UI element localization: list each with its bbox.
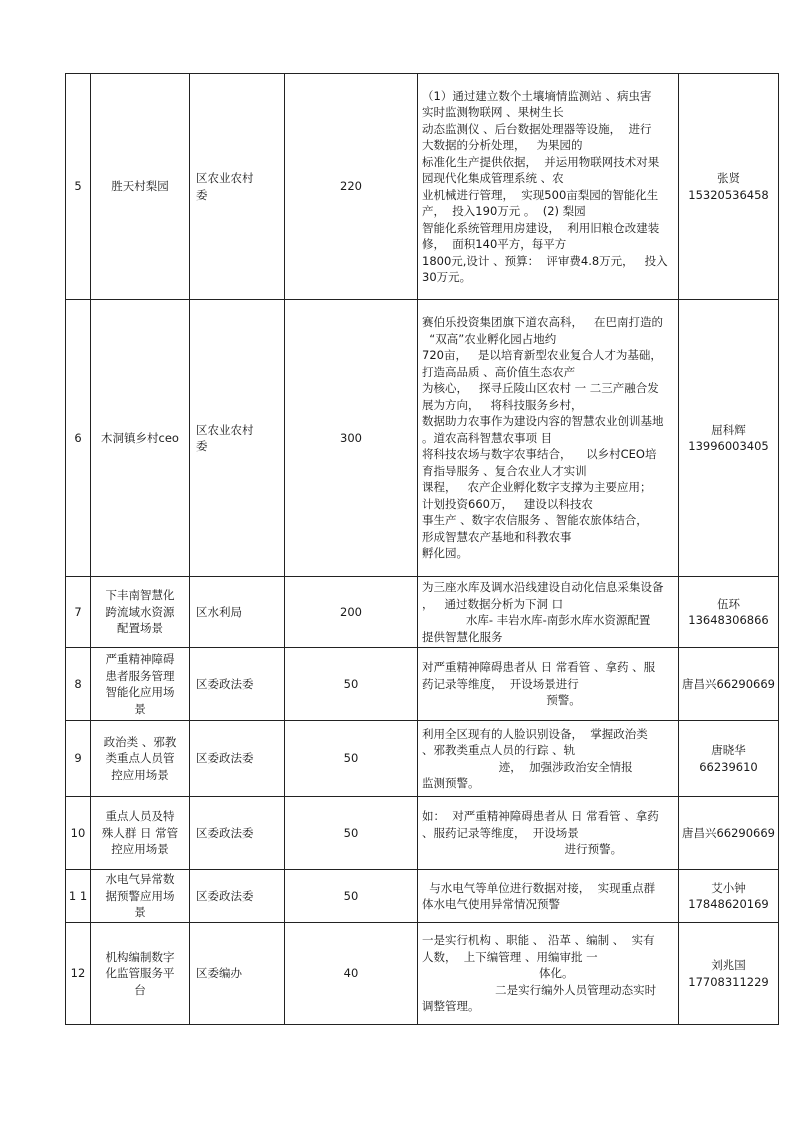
contact <box>679 648 779 721</box>
project-name-line: 政治类 、邪教 <box>103 734 177 749</box>
table-row <box>66 648 779 721</box>
description <box>418 577 679 648</box>
row-number: 8 <box>66 648 91 721</box>
row-number: 1 1 <box>66 870 91 923</box>
description-line: 育指导服务 、复合农业人才实训 <box>422 463 587 478</box>
project-name <box>91 870 190 923</box>
project-name-line: 跨流域水资源 <box>105 604 175 619</box>
description-line: 园现代化集成管理系统 、农 <box>422 171 564 185</box>
project-table <box>65 73 779 1025</box>
contact-line: 张贤 <box>717 171 740 185</box>
department-line: 区委政法委 <box>196 825 254 840</box>
contact <box>679 577 779 648</box>
project-name-line: 智能化应用场 <box>105 685 175 699</box>
department-line: 区委政法委 <box>196 888 254 903</box>
description-line: “双高”农业孵化园占地约 <box>422 331 557 346</box>
description-line: 30万元。 <box>422 270 472 284</box>
description-line: 产， 投入190万元 。 (2) 梨园 <box>422 204 586 218</box>
project-name <box>91 300 190 577</box>
description-line: （1）通过建立数个土壤墒情监测站 、病虫害 <box>422 88 652 103</box>
contact <box>679 870 779 923</box>
department-line: 区农业农村 <box>196 171 254 185</box>
description-line: 大数据的分析处理， 为果园的 <box>422 138 583 152</box>
description-line: 业机械进行管理， 实现500亩梨园的智能化生 <box>422 187 659 202</box>
description-line: 监测预警。 <box>422 776 480 790</box>
department-line: 区农业农村 <box>196 422 254 437</box>
description <box>418 797 679 870</box>
project-name-line: 木洞镇乡村ceo <box>101 430 179 445</box>
contact-line: 屈科辉 <box>711 422 746 437</box>
contact-line: 13648306866 <box>688 613 769 627</box>
description-line: 形成智慧农产基地和科教农事 <box>422 529 572 544</box>
contact <box>679 300 779 577</box>
table-body <box>66 74 779 1025</box>
description-line: 课程， 农产企业孵化数字支撑为主要应用； <box>422 480 652 495</box>
contact <box>679 721 779 797</box>
description-line: 展为方向， 将科技服务乡村， <box>422 397 583 412</box>
project-name <box>91 797 190 870</box>
department <box>190 648 285 721</box>
department <box>190 923 285 1025</box>
contact-line: 唐晓华 <box>711 743 746 757</box>
table-row <box>66 797 779 870</box>
department-line: 区委编办 <box>196 966 242 981</box>
description-line: 为核心， 探寻丘陵山区农村 一 二三产融合发 <box>422 381 659 396</box>
project-name-line: 景 <box>134 701 146 716</box>
row-number: 9 <box>66 721 91 797</box>
department <box>190 721 285 797</box>
project-name-line: 严重精神障碍 <box>105 652 175 666</box>
amount: 220 <box>285 74 418 300</box>
description-line: 1800元,设计 、预算： 评审费4.8万元， 投入 <box>422 253 668 268</box>
table-row <box>66 721 779 797</box>
amount: 50 <box>285 721 418 797</box>
description-line: 如： 对严重精神障碍患者从 日 常看管 、拿药 <box>422 809 659 824</box>
contact-line: 17848620169 <box>688 897 769 911</box>
description-line: ， 通过数据分析为下洞 口 <box>422 596 564 611</box>
amount: 40 <box>285 923 418 1025</box>
description-line: 修， 面积140平方，每平方 <box>422 237 567 251</box>
description <box>418 721 679 797</box>
amount: 300 <box>285 300 418 577</box>
description <box>418 648 679 721</box>
table-row <box>66 923 779 1025</box>
description-line: 体水电气使用异常情况预警 <box>422 897 560 911</box>
contact <box>679 797 779 870</box>
project-name-line: 水电气异常数 <box>105 872 175 887</box>
amount: 50 <box>285 648 418 721</box>
description-line: 提供智慧化服务 <box>422 629 503 644</box>
description-line: 二是实行编外人员管理动态实时 <box>422 982 657 997</box>
description-line: 人数， 上下编管理 、用编审批 一 <box>422 949 598 964</box>
project-name-line: 殊人群 日 常管 <box>101 825 179 840</box>
contact-line: 15320536458 <box>688 187 769 202</box>
description <box>418 74 679 300</box>
description <box>418 923 679 1025</box>
description-line: 智能化系统管理用房建设， 利用旧粮仓改建装 <box>422 220 660 235</box>
table-row <box>66 870 779 923</box>
contact-line: 17708311229 <box>688 974 769 989</box>
row-number: 6 <box>66 300 91 577</box>
description-line: 标准化生产提供依据， 并运用物联网技术对果 <box>422 154 660 169</box>
description-line: 调整管理。 <box>422 999 480 1014</box>
row-number: 7 <box>66 577 91 648</box>
contact-line: 13996003405 <box>688 439 769 453</box>
contact-line: 唐昌兴66290669 <box>681 825 776 840</box>
project-name <box>91 74 190 300</box>
project-name <box>91 721 190 797</box>
description-line: 迹， 加强涉政治安全情报 <box>422 759 633 774</box>
department <box>190 577 285 648</box>
description-line: 计划投资660万， 建设以科技农 <box>422 496 593 511</box>
department-line: 区委政法委 <box>196 751 254 766</box>
row-number: 12 <box>66 923 91 1025</box>
description-line: 赛伯乐投资集团旗下道农高科， 在巴南打造的 <box>422 315 663 330</box>
description-line: 实时监测物联网 、果树生长 <box>422 105 564 119</box>
project-name-line: 下丰南智慧化 <box>105 588 175 603</box>
description-line: 动态监测仪 、后台数据处理器等设施， 进行 <box>422 121 652 136</box>
department <box>190 797 285 870</box>
project-name-line: 景 <box>134 905 146 920</box>
project-name-line: 重点人员及特 <box>105 809 175 824</box>
description-line: 打造高品质 、高价值生态农产 <box>422 364 576 379</box>
table-row <box>66 577 779 648</box>
project-name-line: 胜天村梨园 <box>111 179 169 194</box>
department <box>190 870 285 923</box>
description-line: 预警。 <box>422 693 581 708</box>
description <box>418 300 679 577</box>
project-name-line: 机构编制数字 <box>105 949 175 964</box>
department <box>190 300 285 577</box>
table-row <box>66 74 779 300</box>
department-line: 区委政法委 <box>196 676 254 691</box>
contact <box>679 74 779 300</box>
project-name <box>91 577 190 648</box>
department-line: 委 <box>196 439 208 453</box>
description-line: 水库- 丰岩水库-南彭水库水资源配置 <box>422 613 651 627</box>
contact-line: 66239610 <box>699 759 758 774</box>
table-row <box>66 300 779 577</box>
contact-line: 伍环 <box>717 596 740 611</box>
description-line: 对严重精神障碍患者从 日 常看管 、拿药 、服 <box>422 660 656 675</box>
description-line: 将科技农场与数字农事结合， 以乡村CEO培 <box>422 447 657 462</box>
project-name <box>91 648 190 721</box>
contact-line: 艾小钟 <box>711 880 746 895</box>
description-line: 、邪教类重点人员的行踪 、轨 <box>422 743 576 757</box>
row-number: 5 <box>66 74 91 300</box>
project-name-line: 患者服务管理 <box>105 668 175 683</box>
contact-line: 唐昌兴66290669 <box>681 676 776 691</box>
department-line: 委 <box>196 187 208 202</box>
description-line: 720亩， 是以培育新型农业复合人才为基础， <box>422 348 662 363</box>
project-name-line: 化监管服务平 <box>105 966 175 981</box>
description-line: 为三座水库及调水沿线建设自动化信息采集设备 <box>422 580 664 594</box>
description-line: 利用全区现有的人脸识别设备， 掌握政治类 <box>422 726 648 741</box>
description-line: 体化。 <box>422 966 574 981</box>
description-line: 一是实行机构 、职能 、 沿革 、编制 、 实有 <box>422 933 655 948</box>
description-line: 。道农高科智慧农事项 目 <box>422 430 553 445</box>
description-line: 数据助力农事作为建设内容的智慧农业创训基地 <box>422 414 664 429</box>
amount: 50 <box>285 870 418 923</box>
project-name-line: 配置场景 <box>117 621 163 636</box>
project-name-line: 控应用场景 <box>111 842 169 857</box>
project-name-line: 类重点人员管 <box>105 751 175 766</box>
project-name-line: 控应用场景 <box>111 767 169 782</box>
description-line: 进行预警。 <box>422 842 623 857</box>
description-line: 药记录等维度， 开设场景进行 <box>422 676 579 691</box>
project-name <box>91 923 190 1025</box>
row-number: 10 <box>66 797 91 870</box>
description-line: 与水电气等单位进行数据对接， 实现重点群 <box>422 880 656 895</box>
contact-line: 刘兆国 <box>711 958 746 972</box>
project-name-line: 据预警应用场 <box>105 888 175 903</box>
amount: 50 <box>285 797 418 870</box>
department-line: 区水利局 <box>196 604 242 619</box>
contact <box>679 923 779 1025</box>
project-name-line: 台 <box>134 982 146 997</box>
department <box>190 74 285 300</box>
amount: 200 <box>285 577 418 648</box>
description-line: 事生产 、数字农信服务 、智能农旅体结合， <box>422 513 648 528</box>
description-line: 孵化园。 <box>422 546 468 561</box>
description <box>418 870 679 923</box>
description-line: 、服药记录等维度， 开设场景 <box>422 825 579 840</box>
